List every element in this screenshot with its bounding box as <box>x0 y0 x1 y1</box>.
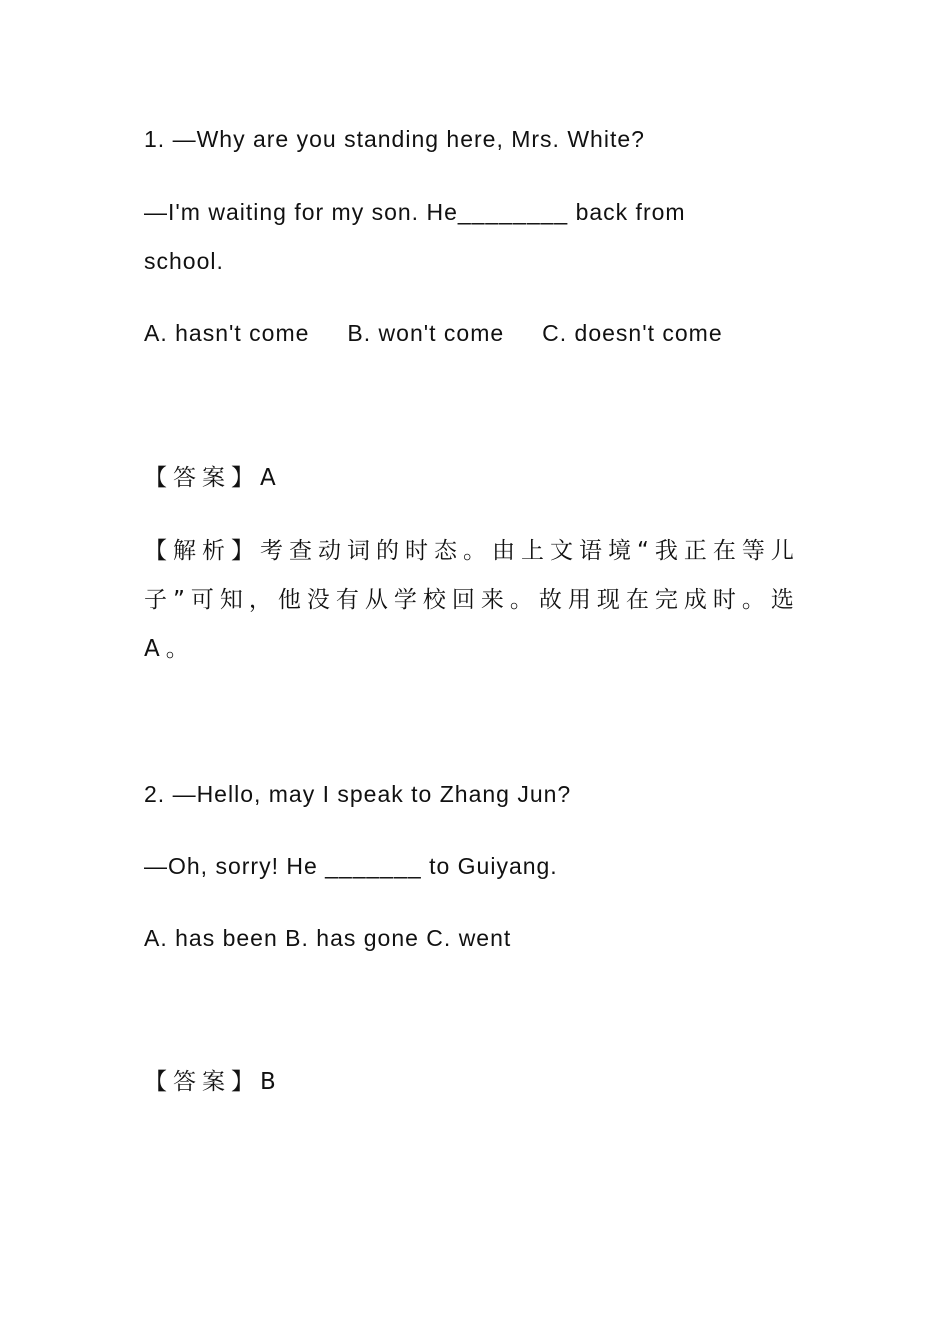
q1-option-b: B. won't come <box>347 320 505 346</box>
q1-option-a: A. hasn't come <box>144 320 310 346</box>
q1-option-c: C. doesn't come <box>542 320 723 346</box>
q1-analysis-line3: A。 <box>144 636 195 662</box>
q2-options: A. has been B. has gone C. went <box>144 925 512 951</box>
q1-reply-line1: —I'm waiting for my son. He________ back from <box>144 199 686 225</box>
q1-question: 1. —Why are you standing here, Mrs. White? <box>144 126 645 152</box>
q2-question: 2. —Hello, may I speak to Zhang Jun? <box>144 781 572 807</box>
q1-options <box>144 319 723 347</box>
q1-analysis-line1: 【解析】考查动词的时态。由上文语境“我正在等儿 <box>144 538 800 564</box>
q2-reply: —Oh, sorry! He _______ to Guiyang. <box>144 853 558 879</box>
q1-answer: 【答案】A <box>144 465 282 491</box>
q1-analysis-line2: 子”可知，他没有从学校回来。故用现在完成时。选 <box>144 587 800 613</box>
q2-answer: 【答案】B <box>144 1069 282 1095</box>
q1-reply-line2: school. <box>144 248 224 274</box>
